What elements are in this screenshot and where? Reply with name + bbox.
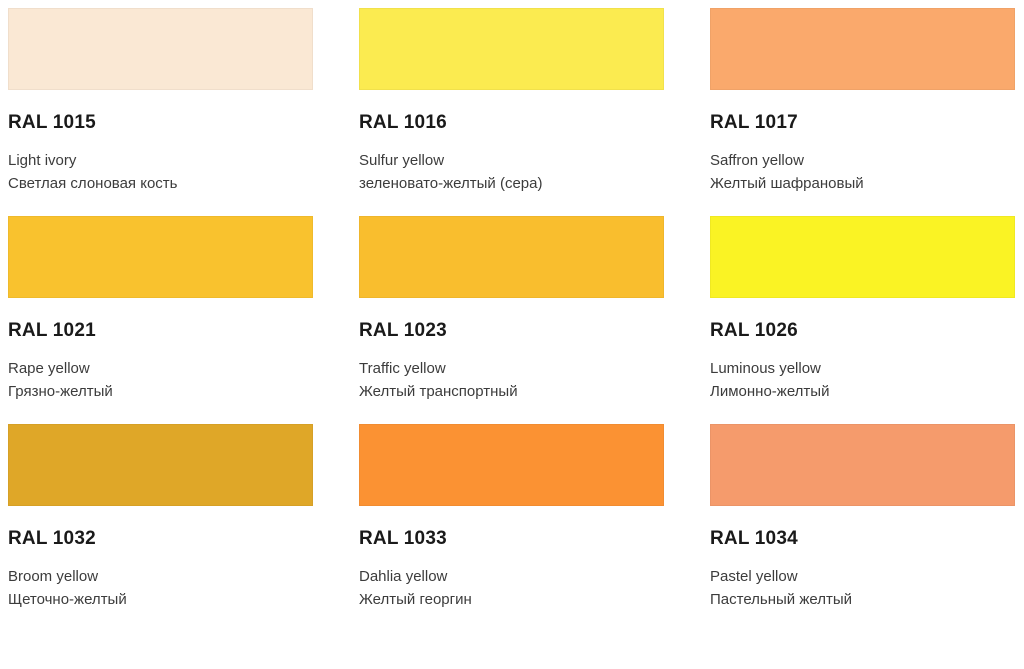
color-swatch[interactable] — [710, 8, 1015, 90]
color-name-ru: Грязно-желтый — [8, 383, 113, 400]
ral-code: RAL 1026 — [710, 320, 798, 341]
color-card[interactable] — [359, 216, 665, 424]
color-names — [359, 150, 665, 194]
color-name-en: Saffron yellow — [710, 152, 804, 169]
ral-code: RAL 1021 — [8, 320, 96, 341]
color-swatch[interactable] — [359, 424, 664, 506]
color-names — [8, 358, 314, 402]
color-name-ru: Щеточно-желтый — [8, 591, 127, 608]
ral-code: RAL 1023 — [359, 320, 447, 341]
color-name-en: Pastel yellow — [710, 568, 798, 585]
color-swatch[interactable] — [359, 216, 664, 298]
ral-code: RAL 1016 — [359, 112, 447, 133]
color-swatch[interactable] — [8, 424, 313, 506]
color-swatch[interactable] — [710, 216, 1015, 298]
color-name-ru: Лимонно-желтый — [710, 383, 830, 400]
color-name-ru: Желтый шафрановый — [710, 175, 864, 192]
color-name-en: Dahlia yellow — [359, 568, 448, 585]
color-name-en: Light ivory — [8, 152, 77, 169]
color-card[interactable] — [710, 8, 1016, 216]
color-card[interactable] — [8, 424, 314, 632]
color-name-en: Luminous yellow — [710, 360, 821, 377]
color-name-en: Rape yellow — [8, 360, 90, 377]
ral-code: RAL 1032 — [8, 528, 96, 549]
color-name-ru: Желтый транспортный — [359, 383, 518, 400]
ral-code: RAL 1034 — [710, 528, 798, 549]
color-name-en: Sulfur yellow — [359, 152, 445, 169]
color-names — [359, 566, 665, 610]
color-card[interactable] — [710, 424, 1016, 632]
color-swatch[interactable] — [8, 8, 313, 90]
color-swatch[interactable] — [710, 424, 1015, 506]
color-name-ru: Желтый георгин — [359, 591, 472, 608]
color-name-ru: зеленовато-желтый (сера) — [359, 175, 543, 192]
color-names — [8, 150, 314, 194]
color-names — [8, 566, 314, 610]
color-card[interactable] — [8, 216, 314, 424]
color-name-en: Broom yellow — [8, 568, 99, 585]
color-card[interactable] — [710, 216, 1016, 424]
ral-code: RAL 1015 — [8, 112, 96, 133]
ral-code: RAL 1033 — [359, 528, 447, 549]
color-name-en: Traffic yellow — [359, 360, 446, 377]
color-names — [710, 358, 1016, 402]
color-swatch[interactable] — [8, 216, 313, 298]
color-names — [710, 150, 1016, 194]
color-card[interactable] — [8, 8, 314, 216]
color-card[interactable] — [359, 8, 665, 216]
color-card[interactable] — [359, 424, 665, 632]
color-name-ru: Пастельный желтый — [710, 591, 853, 608]
color-names — [359, 358, 665, 402]
color-name-ru: Светлая слоновая кость — [8, 175, 178, 192]
color-swatch[interactable] — [359, 8, 664, 90]
ral-code: RAL 1017 — [710, 112, 798, 133]
color-names — [710, 566, 1016, 610]
